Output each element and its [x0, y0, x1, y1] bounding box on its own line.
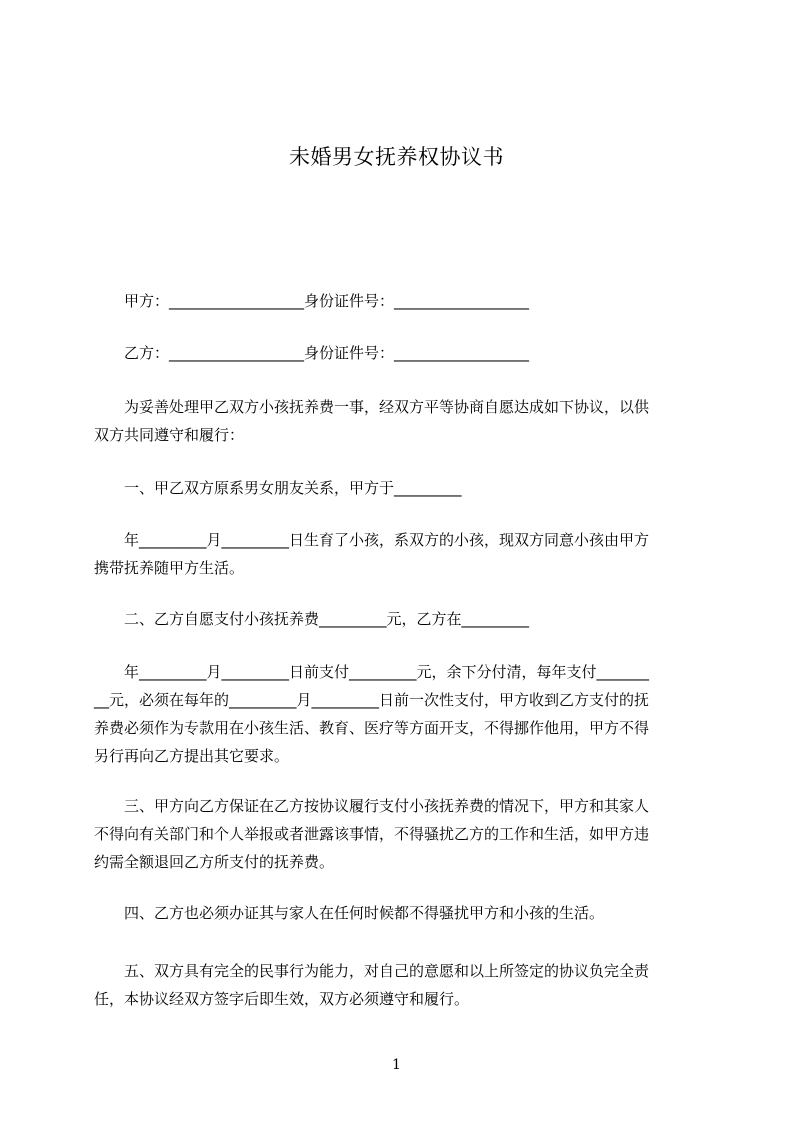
intro-line: 双方共同遵守和履行：: [94, 426, 245, 444]
page-number: 1: [392, 1057, 401, 1073]
party-b-line: 乙方：__________________身份证件号：__________________: [94, 344, 530, 362]
clause-1-heading: 一、甲乙双方原系男女朋友关系，甲方于_________: [94, 479, 462, 497]
clause-3-line: 不得向有关部门和个人举报或者泄露该事情，不得骚扰乙方的工作和生活，如甲方违: [94, 825, 650, 843]
clause-4-paragraph: 四、乙方也必须办证其与家人在任何时候都不得骚扰甲方和小孩的生活。: [94, 904, 605, 922]
document-title: 未婚男女抚养权协议书: [289, 145, 504, 169]
clause-3-line: 约需全额退回乙方所支付的抚养费。: [94, 853, 335, 871]
clause-2-line: 另行再向乙方提出其它要求。: [94, 747, 290, 765]
clause-3-paragraph: [94, 792, 706, 876]
clause-3-line: 三、甲方向乙方保证在乙方按协议履行支付小孩抚养费的情况下，甲方和其家人: [94, 797, 650, 815]
clause-1-paragraph: [94, 526, 706, 582]
clause-1-line: 携带抚养随甲方生活。: [94, 559, 245, 577]
clause-2-heading: 二、乙方自愿支付小孩抚养费_________元，乙方在_________: [94, 610, 530, 628]
clause-5-paragraph: [94, 957, 706, 1013]
clause-1-line: 年_________月_________日生育了小孩，系双方的小孩，现双方同意小孩由甲方: [94, 531, 650, 549]
clause-2-line: __元，必须在每年的_________月_________日前一次性支付，甲方收到乙方支付的抚: [94, 691, 650, 709]
party-a-line: 甲方：__________________身份证件号：__________________: [94, 292, 530, 310]
intro-line: 为妥善处理甲乙双方小孩抚养费一事，经双方平等协商自愿达成如下协议，以供: [94, 398, 650, 416]
clause-2-paragraph: [94, 658, 706, 770]
clause-2-line: 养费必须作为专款用在小孩生活、教育、医疗等方面开支，不得挪作他用，甲方不得: [94, 719, 650, 737]
clause-2-line: 年_________月_________日前支付_________元，余下分付清，每年支付_______: [94, 663, 650, 681]
intro-paragraph: [94, 393, 706, 449]
clause-5-line: 五、双方具有完全的民事行为能力，对自己的意愿和以上所签定的协议负完全责: [94, 962, 650, 980]
clause-5-line: 任，本协议经双方签字后即生效，双方必须遵守和履行。: [94, 990, 470, 1008]
